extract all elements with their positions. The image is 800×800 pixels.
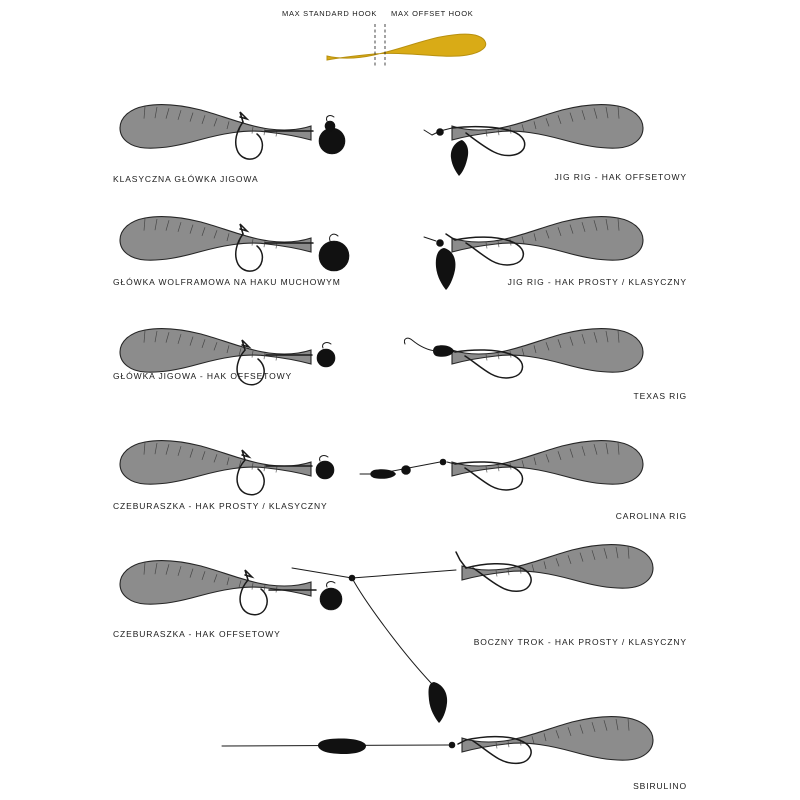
label-row-2-right: JIG RIG - HAK PROSTY / KLASYCZNY [507,277,687,287]
rig-tungsten-head-fly-hook [120,217,349,272]
rig-texas-rig [404,329,643,378]
label-row-3-left: GŁÓWKA JIGOWA - HAK OFFSETOWY [113,371,293,381]
label-row-4-right: CAROLINA RIG [615,511,687,521]
label-row-1-left: KLASYCZNA GŁÓWKA JIGOWA [113,174,259,184]
label-row-3-right: TEXAS RIG [633,391,687,401]
rig-cheburashka-offset-hook [120,561,342,615]
label-row-1-right: JIG RIG - HAK OFFSETOWY [554,172,687,182]
rig-carolina-rig [360,441,643,490]
reference-worm-group [327,24,486,66]
label-row-2-left: GŁÓWKA WOLFRAMOWA NA HAKU MUCHOWYM [113,277,341,287]
label-row-4-left: CZEBURASZKA - HAK PROSTY / KLASYCZNY [113,501,328,511]
label-row-6-right: SBIRULINO [633,781,687,791]
rig-cheburashka-straight-hook [120,441,334,495]
label-row-5-right: BOCZNY TROK - HAK PROSTY / KLASYCZNY [473,637,687,647]
rig-sbirulino [222,717,653,764]
max-offset-hook-label: MAX OFFSET HOOK [391,9,474,18]
rig-boczny-trok-straight-hook [292,545,653,723]
rig-classic-jig-head [120,105,345,160]
label-row-5-left: CZEBURASZKA - HAK OFFSETOWY [113,629,281,639]
max-standard-hook-label: MAX STANDARD HOOK [282,9,378,18]
rig-jig-rig-offset-hook [424,105,643,176]
